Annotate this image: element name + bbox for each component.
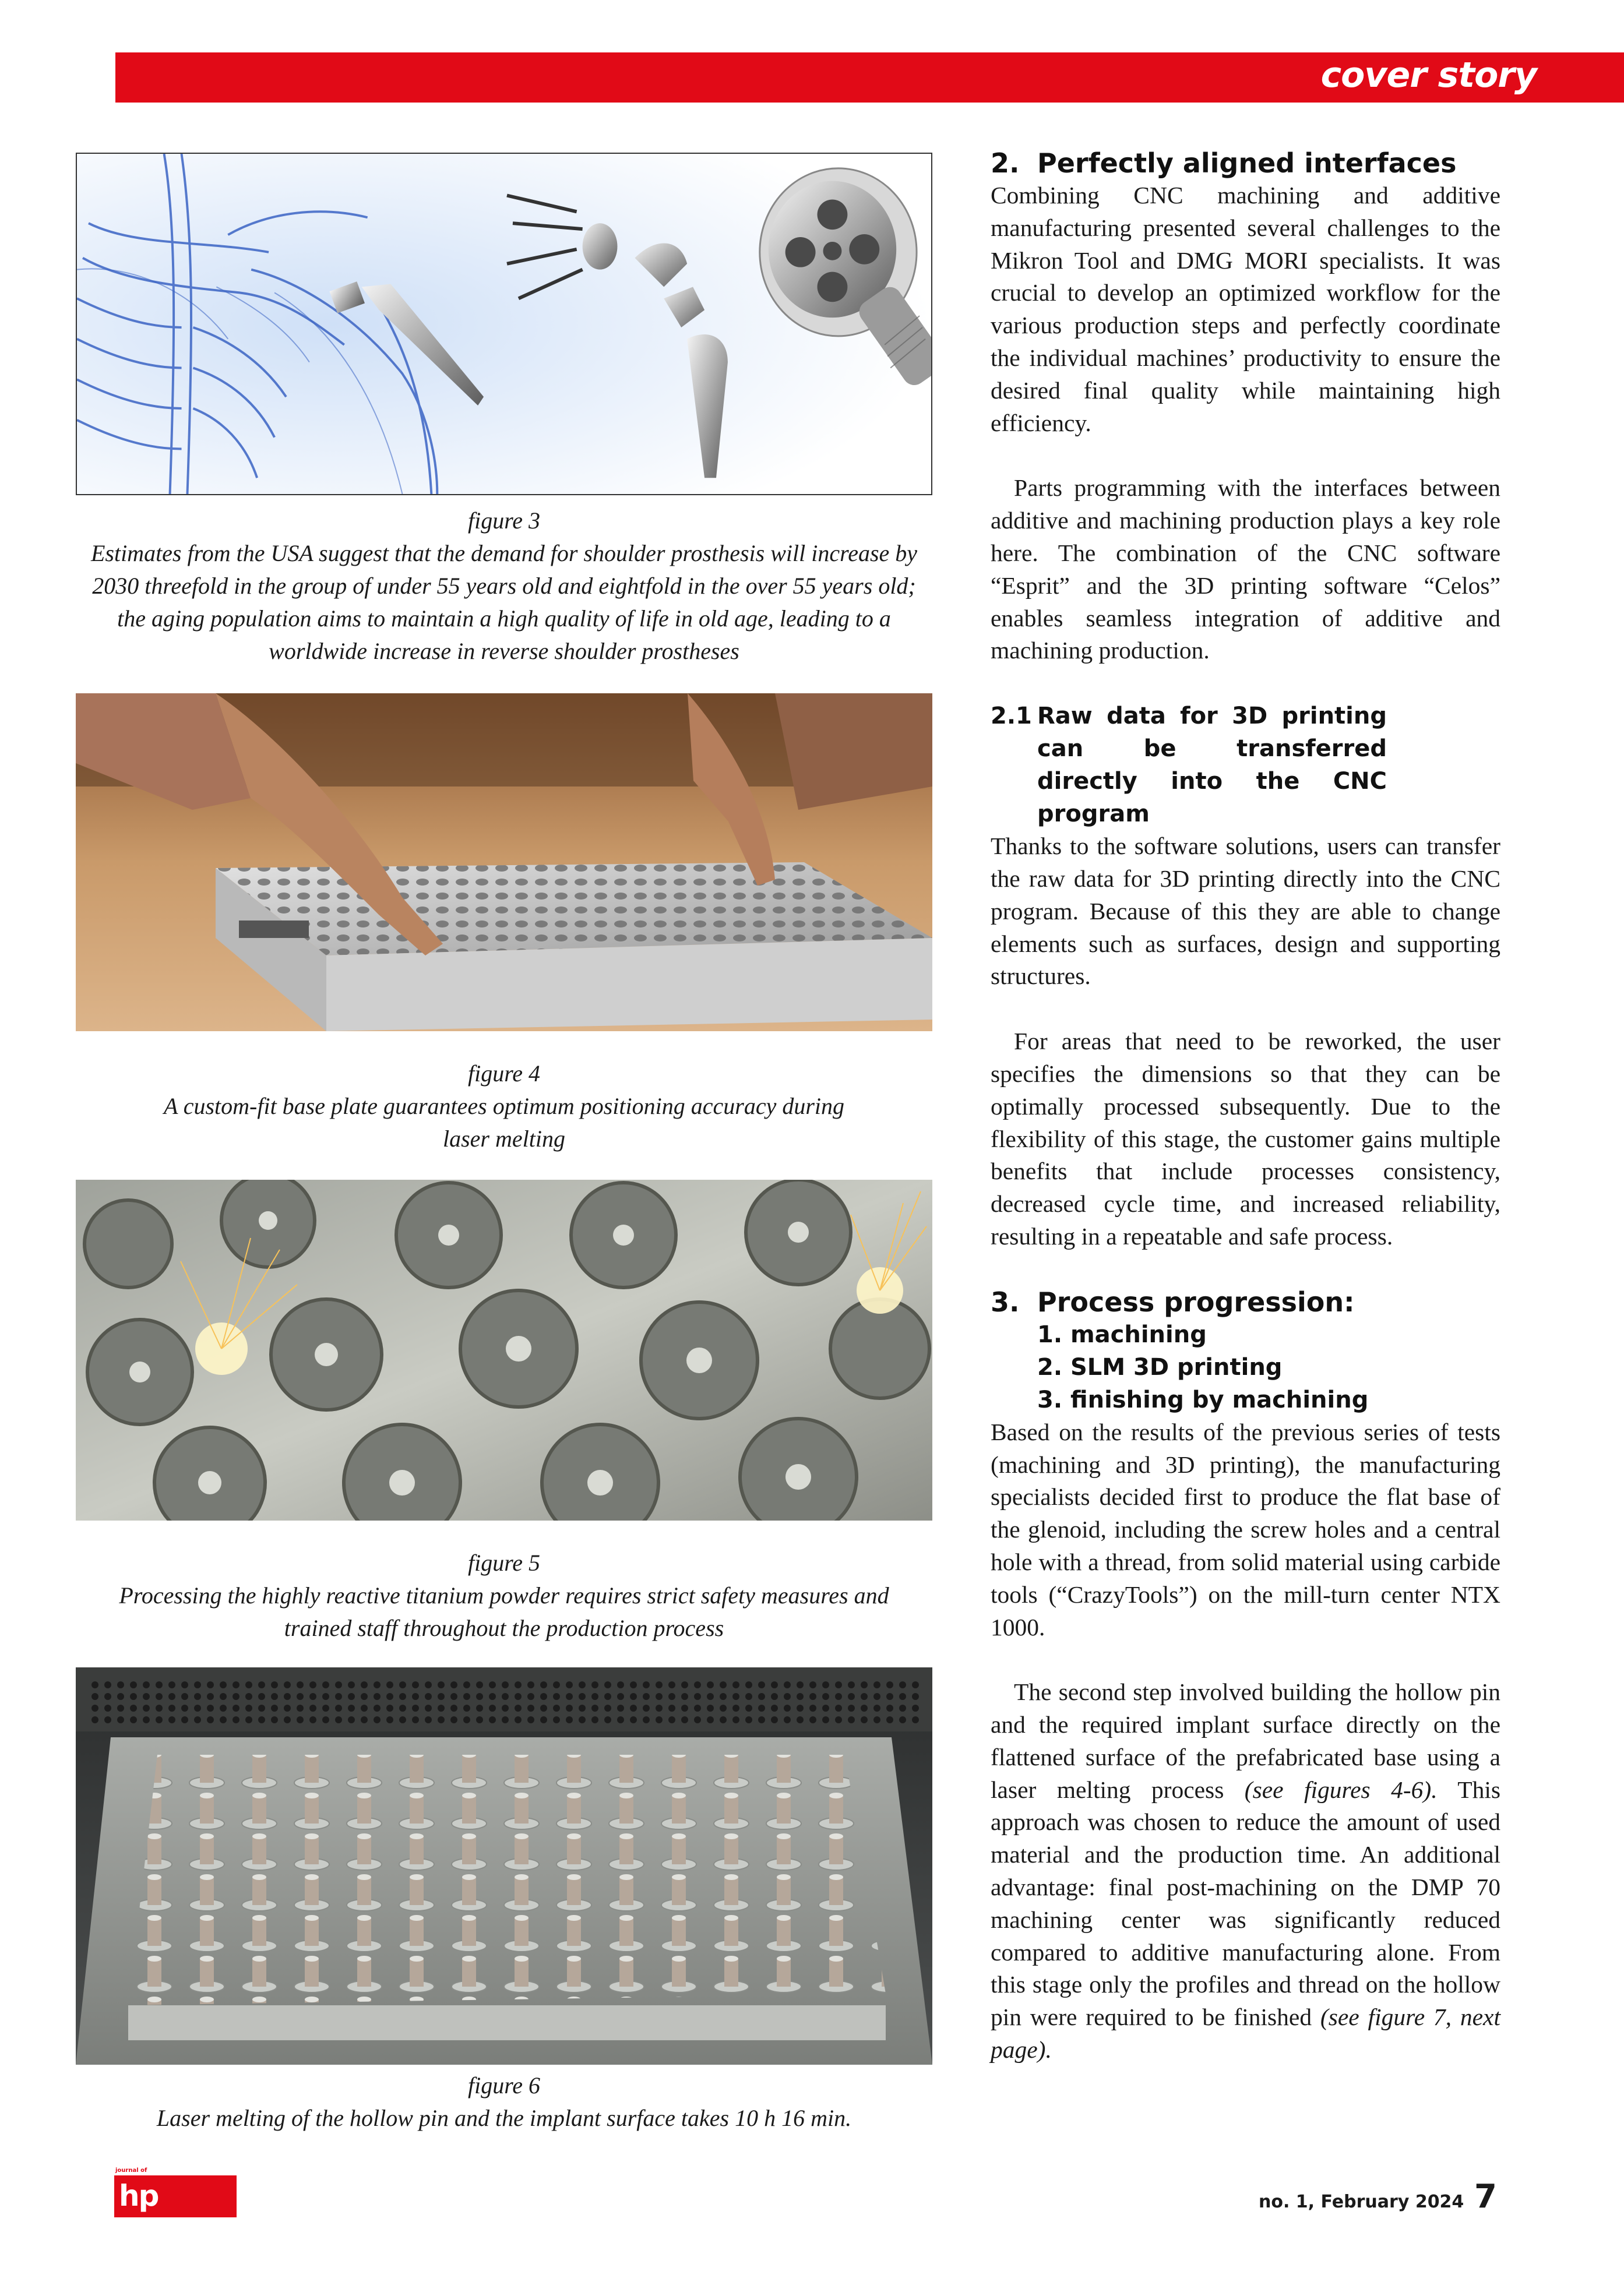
figure-5-label: figure 5 — [467, 1550, 541, 1576]
section-3-paragraph-2-part-a: The second step involved building the hollow pin and the required implant surface directly on the flattened surface of the prefabricated base using a laser melting process — [991, 1678, 1500, 1803]
figure-4-image — [76, 693, 932, 1031]
section-2-paragraph-2: Parts programming with the interfaces between additive and machining production plays a key role here. The combination of the CNC software “Esprit” and the 3D printing software “Celos” enables seamless integration of additive and machining production. — [991, 474, 1500, 664]
journal-of-label: journal of — [115, 2167, 147, 2174]
section-3-paragraph-2 — [991, 1676, 1500, 2066]
figure-4-caption — [146, 1057, 862, 1155]
section-label: cover story — [1320, 55, 1537, 96]
figure-5-caption — [87, 1547, 921, 1645]
section-2-title: Perfectly aligned interfaces — [1037, 147, 1457, 179]
section-3-paragraph-1: Based on the results of the previous series of tests (machining and 3D printing), the manufacturing specialists decided first to produce the flat base of the glenoid, including the screw holes and a central hole with a thread, from solid material using carbide tools (“CrazyTools”) on the mill-turn center NTX 1000. — [991, 1418, 1500, 1641]
figure-reference-7: (see figure 7, next page). — [991, 2004, 1500, 2064]
section-2-1-paragraph-1: Thanks to the software solutions, users can transfer the raw data for 3D printing directly into the CNC program. Because of this they are able to change elements such as surfaces, design and supporting structures. — [991, 833, 1500, 990]
section-2-1-paragraph-2: For areas that need to be reworked, the user specifies the dimensions so that they can be optimally processed subsequently. Due to the flexibility of this stage, the customer gains multiple benefits that include processes consistency, decreased cycle time, and increased reliability, resulting in a repeatable and safe process. — [991, 1028, 1500, 1250]
section-3-paragraph-2-part-b: This approach was chosen to reduce the amount of used material and the production time. An additional advantage: final post-machining on the DMP 70 machining center was significantly reduced compared to additive manufacturing alone. From this stage only the profiles and thread on the hollow pin were required to be finished — [991, 1776, 1501, 2031]
section-3-number: 3. — [991, 1286, 1020, 1318]
section-2-1-number: 2.1 — [991, 703, 1032, 730]
figure-6-caption — [87, 2069, 921, 2135]
section-2-1-heading — [991, 700, 1500, 830]
article-column — [991, 147, 1500, 2066]
figure-6-image — [76, 1667, 932, 2065]
figure-3-image — [76, 153, 932, 495]
section-2-number: 2. — [991, 147, 1020, 179]
section-2-paragraph-1: Combining CNC machining and additive manufacturing presented several challenges to the Mikron Tool and DMG MORI specialists. It was crucial to develop an optimized workflow for the various production steps and perfectly coordinate the individual machines’ productivity to ensure the desired final quality while maintaining high efficiency. — [991, 182, 1500, 436]
figure-3-caption — [87, 505, 921, 668]
section-2-1-title: Raw data for 3D printing can be transferred directly into the CNC program — [1037, 703, 1387, 828]
process-step-1: 1. machining — [1037, 1321, 1207, 1348]
hp-tooling-logo: hp tooling — [114, 2175, 237, 2217]
figure-6-label: figure 6 — [467, 2072, 541, 2099]
figure-6-caption-text: Laser melting of the hollow pin and the implant surface takes 10 h 16 min. — [156, 2105, 852, 2131]
section-banner — [115, 52, 1624, 103]
section-2-heading — [991, 147, 1500, 179]
page-number: 7 — [1474, 2178, 1497, 2216]
figure-5-caption-text: Processing the highly reactive titanium powder requires strict safety measures and trained staff throughout the production process — [119, 1582, 889, 1641]
process-step-3: 3. finishing by machining — [1037, 1386, 1369, 1413]
section-3-title: Process progression: — [1037, 1286, 1355, 1318]
figure-4-caption-text: A custom-fit base plate guarantees optimum positioning accuracy during laser melting — [163, 1093, 845, 1152]
figure-5-image — [76, 1180, 932, 1521]
process-step-2: 2. SLM 3D printing — [1037, 1353, 1283, 1381]
section-3-heading — [991, 1286, 1500, 1318]
issue-date: no. 1, February 2024 — [1259, 2192, 1464, 2212]
figure-3-label: figure 3 — [467, 507, 541, 534]
figure-3-caption-text: Estimates from the USA suggest that the demand for shoulder prosthesis will increase by 2030 threefold in the group of under 55 years old and eightfold in the over 55 years old; the aging population aims to maintain a high quality of life in old age, leading to a worldwide increase in reverse shoulder prostheses — [90, 540, 918, 664]
figure-4-label: figure 4 — [467, 1060, 541, 1087]
figure-reference-4-6: (see figures 4-6). — [1244, 1776, 1438, 1803]
